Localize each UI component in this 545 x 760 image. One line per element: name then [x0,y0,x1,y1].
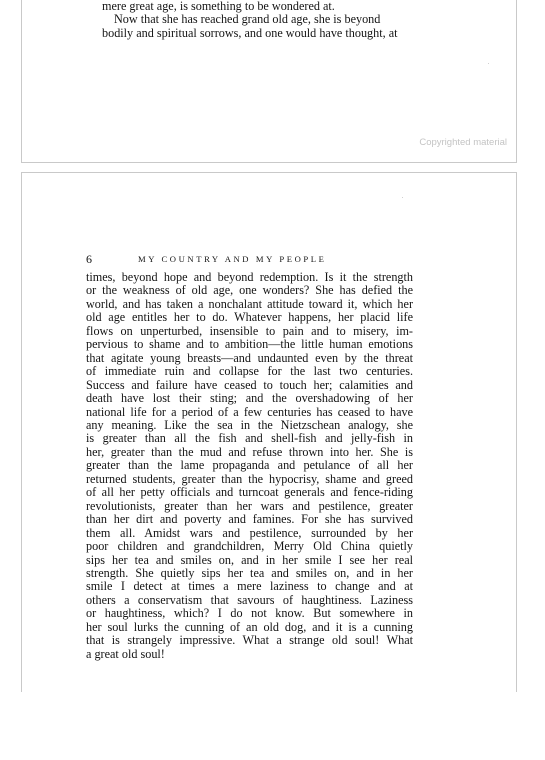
text-line: her soul lurks the cunning of an old dog, and it is a cunning [86,619,413,634]
text-line: strength. She quietly sips her tea and smiles on, and in her [86,565,413,580]
text-line: world, and has taken a nonchalant attitude toward it, which her [86,296,413,311]
scan-speck [402,197,403,198]
text-line: Success and failure have ceased to touch her; calamities and [86,377,413,392]
text-line: or haughtiness, which? I do not know. But somewhere in [86,606,413,621]
text-line: times, beyond hope and beyond redemption. Is it the strength [86,270,413,284]
text-line: her, greater than the mud and refuse thrown into her. She is [86,444,413,459]
text-line: than her dirt and poverty and famines. For she has survived [86,512,413,527]
scan-speck [488,63,489,64]
text-line: that is strangely impressive. What a strange old soul! What [86,633,413,648]
body-text [86,271,413,661]
text-line: that agitate young breasts—and undaunted even by the threat [86,350,413,365]
text-line: Now that she has reached grand old age, she is beyond [114,12,381,27]
text-line: smile I detect at times a mere laziness to change and at [86,579,413,594]
text-line: others a conservatism that savours of haughtiness. Laziness [86,592,413,607]
page-number: 6 [86,252,92,266]
text-line: flows on unperturbed, insensible to pain and to misery, im- [86,323,413,338]
text-line: or the weakness of old age, one wonders? She has defied the [86,283,413,298]
previous-page-text [102,0,456,40]
running-head [86,252,416,266]
copyright-watermark: Copyrighted material [419,137,507,148]
text-line: of immediate ruin and collapse for the last two centuries. [86,364,413,379]
text-line: poor children and grandchildren, Merry Old China quietly [86,539,413,554]
text-line: greater than the lame propaganda and petulance of all her [86,458,413,473]
text-line: sips her tea and smiles on, and in her smile I see her real [86,552,413,567]
text-line: them all. Amidst wars and pestilence, surrounded by her [86,525,413,540]
text-line: bodily and spiritual sorrows, and one would have thought, at [102,25,398,40]
text-line: any meaning. Like the sea in the Nietzschean analogy, she [86,417,413,432]
text-line: of all her petty officials and turncoat generals and fence-riding [86,485,413,500]
text-line: mere great age, is something to be wondered at. [102,0,335,13]
text-line: old age entitles her to do. Whatever happens, her placid life [86,310,413,325]
text-line: death have lost their sting; and the overshadowing of her [86,391,413,406]
text-line: is greater than all the fish and shell-fish and jelly-fish in [86,431,413,446]
text-line: national life for a period of a few centuries has ceased to have [86,404,413,419]
text-line: revolutionists, greater than her wars and pestilence, greater [86,498,413,513]
text-line: returned students, greater than the hypocrisy, shame and greed [86,471,413,486]
running-title: MY COUNTRY AND MY PEOPLE [138,254,327,264]
text-line: pervious to shame and to ambition—the little human emotions [86,337,413,352]
current-page [21,172,517,692]
text-line: a great old soul! [86,646,165,661]
